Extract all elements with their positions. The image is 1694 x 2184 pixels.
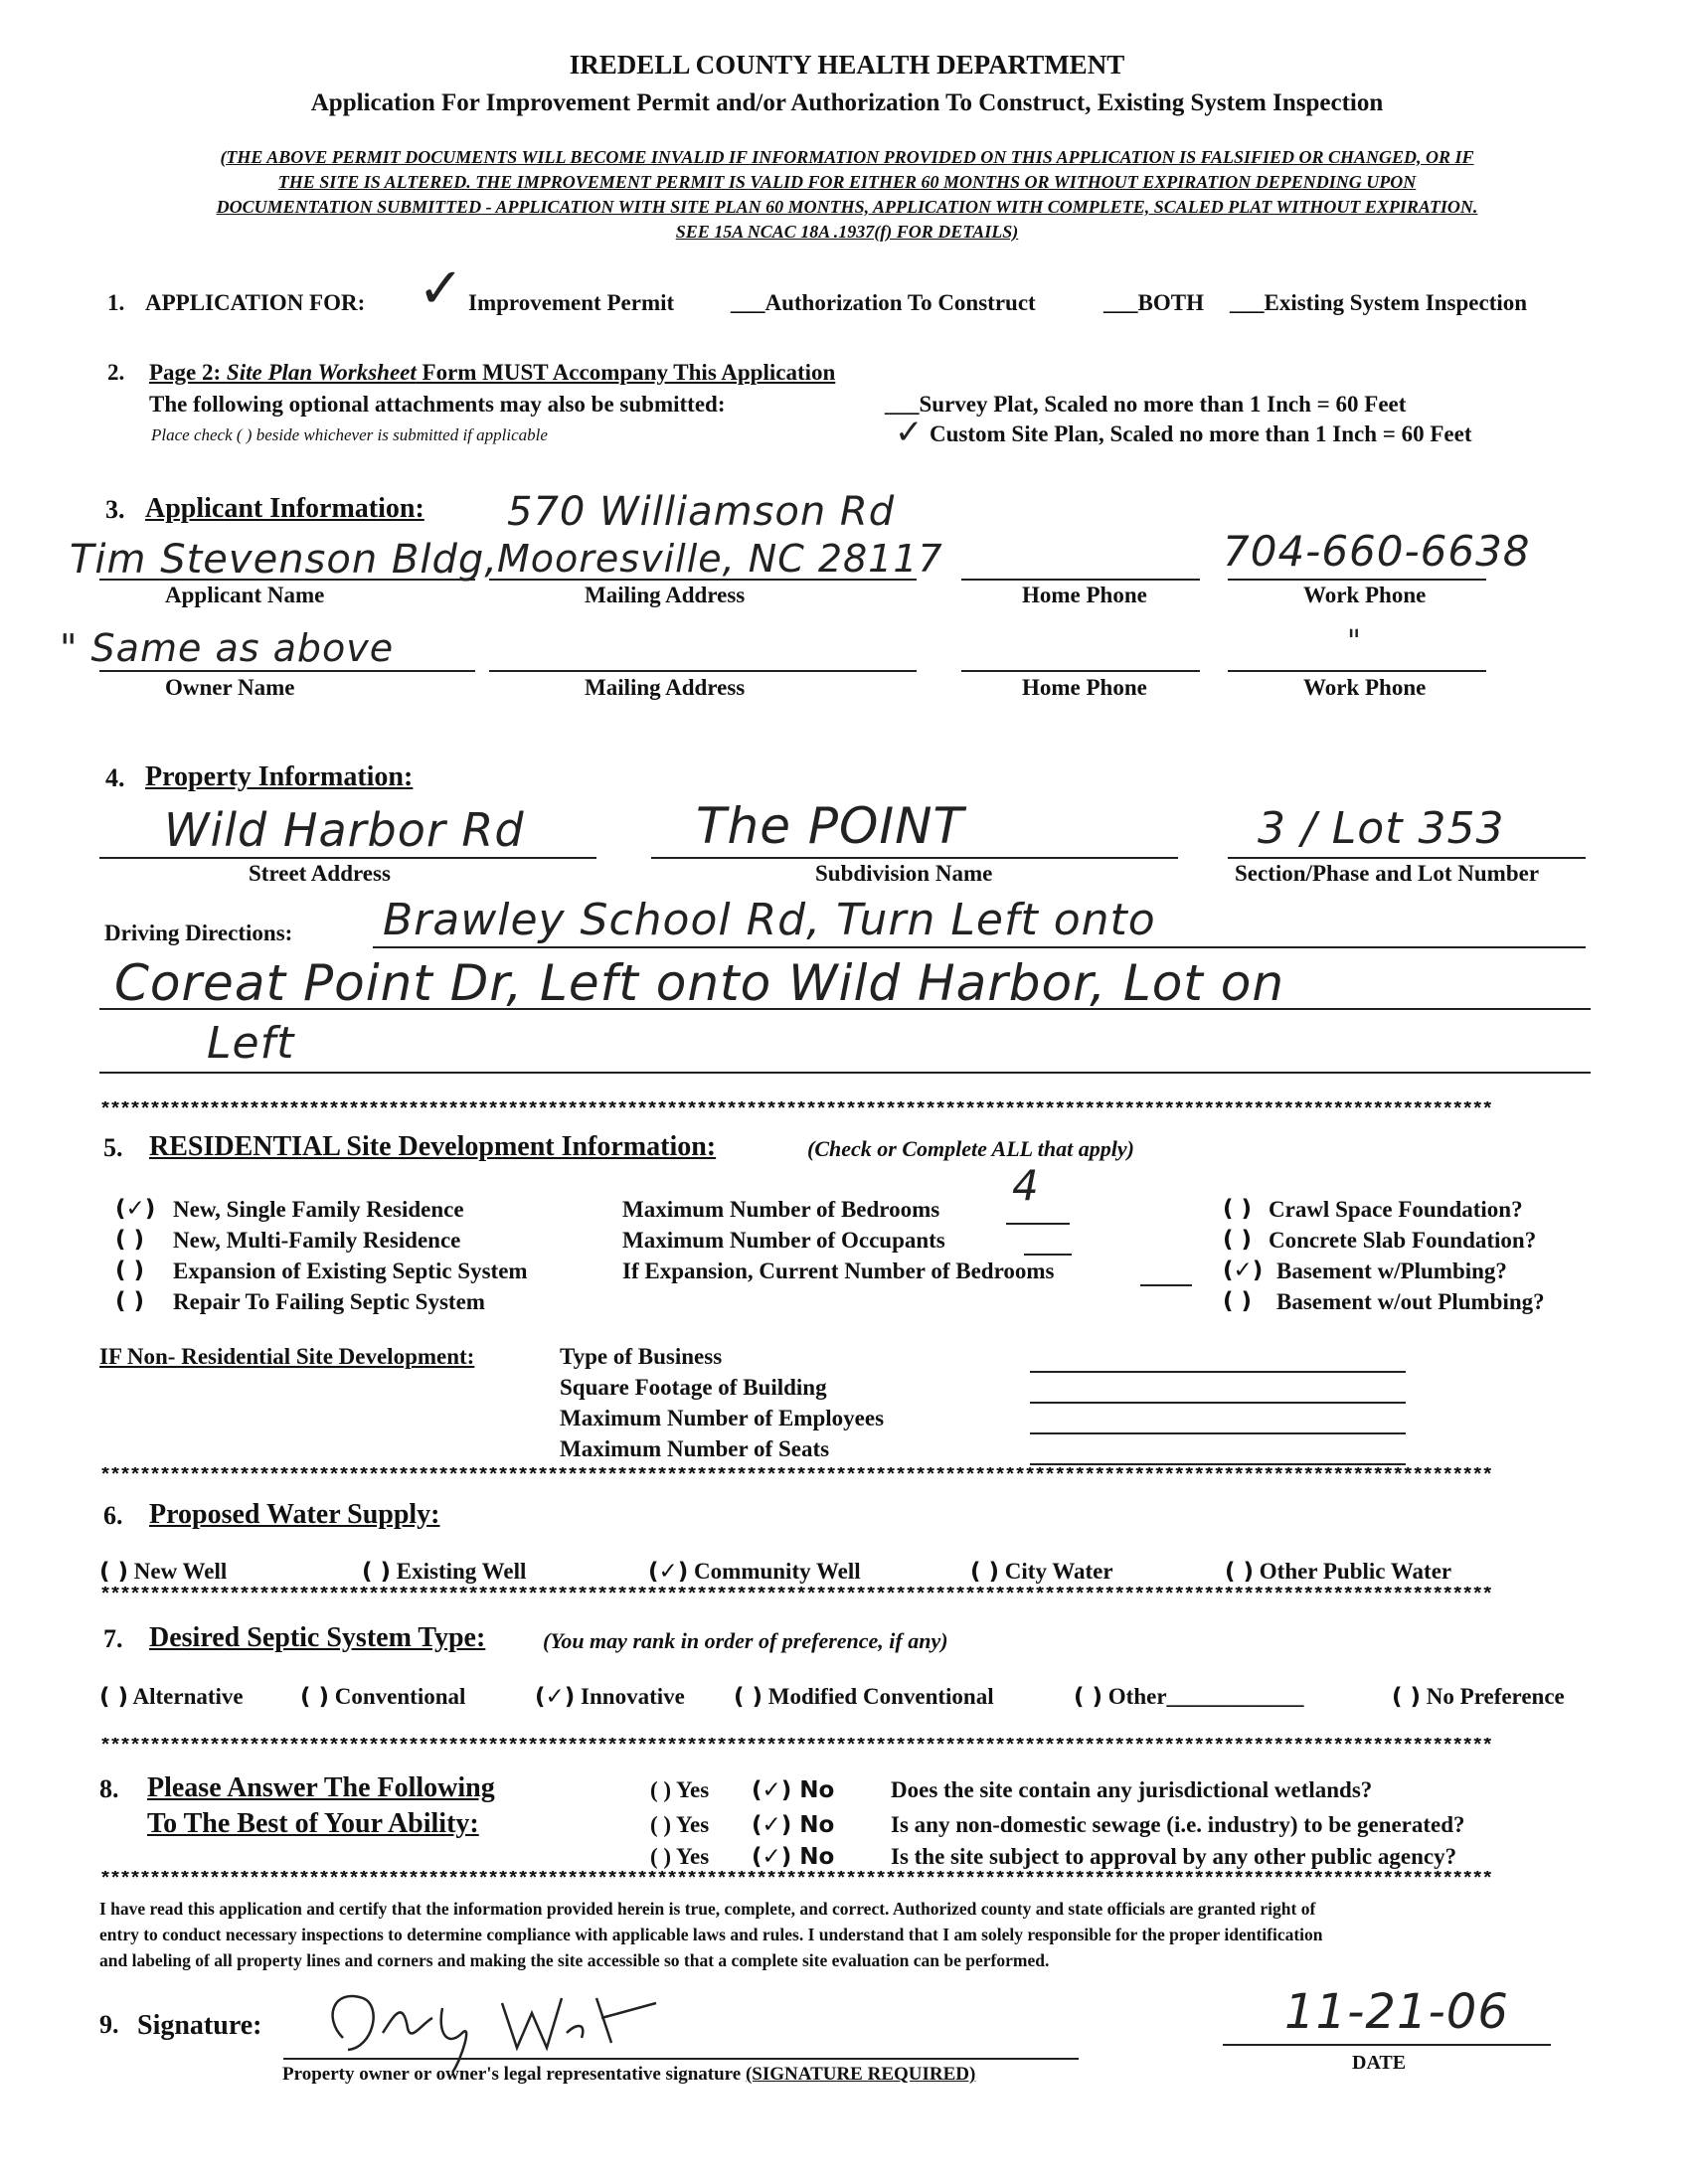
option-custom-site-plan[interactable]: Custom Site Plan, Scaled no more than 1 Inch = 60 Feet: [930, 421, 1472, 446]
section-label: APPLICATION FOR:: [145, 290, 366, 315]
notice-line: THE SITE IS ALTERED. THE IMPROVEMENT PERMIT IS VALID FOR EITHER 60 MONTHS OR WITHOUT EXPIRATION DEPENDING UPON: [277, 172, 1417, 192]
residential-heading-note: (Check or Complete ALL that apply): [807, 1136, 1134, 1161]
improvement-permit-checkmark[interactable]: ✓: [418, 256, 465, 321]
option-survey-plat[interactable]: ___Survey Plat, Scaled no more than 1 Inch = 60 Feet: [885, 392, 1407, 417]
checkbox[interactable]: ( ): [99, 1684, 129, 1710]
handwritten-lot-number[interactable]: 3 / Lot 353: [1258, 803, 1505, 854]
owner-name-label: Owner Name: [165, 675, 295, 700]
site-plan-heading: [149, 360, 835, 386]
date-label: DATE: [1352, 2052, 1407, 2074]
residential-heading: [149, 1131, 716, 1163]
checkbox[interactable]: ( ): [1392, 1684, 1422, 1710]
mailing-address-label: Mailing Address: [585, 583, 746, 607]
option-label: Other Public Water: [1259, 1559, 1452, 1584]
water-option-community-well[interactable]: [648, 1559, 861, 1585]
option-label: Modified Conventional: [767, 1684, 994, 1709]
property-information-heading: Property Information:: [145, 761, 414, 792]
max-employees-label: Maximum Number of Employees: [560, 1406, 885, 1430]
septic-option-conventional[interactable]: [300, 1684, 465, 1710]
applicant-information-heading: Applicant Information:: [145, 493, 424, 524]
owner-work-phone-label: Work Phone: [1303, 675, 1427, 700]
section-divider: ********************************************************************************************************************************************: [99, 1467, 1492, 1487]
checkbox[interactable]: ( ): [1225, 1559, 1255, 1585]
water-supply-heading: Proposed Water Supply:: [149, 1499, 440, 1530]
water-option-existing-well[interactable]: [362, 1559, 526, 1585]
option-existing-system-inspection[interactable]: ___Existing System Inspection: [1230, 290, 1528, 315]
section-divider: ********************************************************************************************************************************************: [99, 1738, 1492, 1758]
section-number: 5.: [103, 1133, 123, 1162]
certification-line: entry to conduct necessary inspections to determine compliance with applicable laws and rules. I understand that I am solely responsible for the proper identification: [99, 1925, 1323, 1944]
option-label: Community Well: [694, 1559, 861, 1584]
option-label: Alternative: [132, 1684, 244, 1709]
section-number: 6.: [103, 1501, 123, 1530]
notice-line: SEE 15A NCAC 18A .1937(f) FOR DETAILS): [675, 222, 1019, 242]
notice-line: DOCUMENTATION SUBMITTED - APPLICATION WITH SITE PLAN 60 MONTHS, APPLICATION WITH COMPLETE, SCALED PLAT WITHOUT EXPIRATION.: [216, 197, 1478, 217]
signature-line: [283, 2058, 1079, 2060]
max-occupants-label: Maximum Number of Occupants: [622, 1228, 945, 1253]
subdivision-name-label: Subdivision Name: [815, 861, 993, 886]
questions-heading-line2: To The Best of Your Ability:: [147, 1808, 479, 1839]
place-check-note: Place check ( ) beside whichever is submitted if applicable: [151, 425, 548, 444]
owner-mailing-address-line: [489, 670, 917, 672]
expansion-label: Expansion of Existing Septic System: [173, 1259, 528, 1283]
handwritten-directions-line1[interactable]: Brawley School Rd, Turn Left onto: [383, 895, 1156, 945]
repair-checkbox[interactable]: ( ): [115, 1288, 145, 1314]
checkbox[interactable]: ( ): [970, 1559, 1000, 1585]
handwritten-subdivision-name[interactable]: The POINT: [696, 797, 965, 855]
expansion-checkbox[interactable]: ( ): [115, 1258, 145, 1283]
heading-residential: RESIDENTIAL: [149, 1131, 340, 1162]
heading-site-development: Site Development Information:: [339, 1131, 717, 1162]
handwritten-applicant-name[interactable]: Tim Stevenson Bldg,: [70, 537, 498, 583]
section-divider: ********************************************************************************************************************************************: [99, 1871, 1492, 1891]
agency-yes[interactable]: ( ) Yes: [650, 1844, 710, 1869]
handwritten-address-line1[interactable]: 570 Williamson Rd: [507, 489, 896, 535]
non-residential-label: IF Non- Residential Site Development:: [99, 1344, 475, 1369]
owner-mailing-address-label: Mailing Address: [585, 675, 746, 700]
subdivision-name-line: [651, 857, 1178, 859]
option-label: New Well: [133, 1559, 228, 1584]
work-phone-line: [1228, 579, 1486, 581]
section-divider: ********************************************************************************************************************************************: [99, 1101, 1492, 1121]
checkbox[interactable]: (✓): [648, 1559, 689, 1585]
heading-worksheet-name: Site Plan Worksheet: [226, 360, 417, 385]
septic-option-modified-conventional[interactable]: [734, 1684, 994, 1710]
owner-home-phone-label: Home Phone: [1022, 675, 1147, 700]
custom-site-plan-checkmark[interactable]: ✓: [895, 413, 925, 452]
owner-name-line: [99, 670, 475, 672]
sewage-no[interactable]: (✓) No: [752, 1812, 835, 1838]
section-number: 8.: [99, 1774, 119, 1803]
section-number: 3.: [105, 495, 125, 524]
handwritten-street-address[interactable]: Wild Harbor Rd: [164, 803, 525, 857]
max-seats-label: Maximum Number of Seats: [560, 1436, 830, 1461]
septic-option-no-preference[interactable]: [1392, 1684, 1565, 1710]
max-employees-line: [1030, 1432, 1406, 1434]
square-footage-label: Square Footage of Building: [560, 1375, 827, 1400]
basement-no-plumbing-label: Basement w/out Plumbing?: [1276, 1289, 1545, 1314]
handwritten-work-phone[interactable]: 704-660-6638: [1223, 527, 1531, 576]
directions-line-2: [99, 1008, 1591, 1010]
checkbox[interactable]: ( ): [1074, 1684, 1103, 1710]
wetlands-question: Does the site contain any jurisdictional wetlands?: [891, 1777, 1373, 1802]
handwritten-owner-work-phone[interactable]: ": [1347, 624, 1362, 659]
expansion-bedrooms-line: [1140, 1284, 1192, 1286]
owner-home-phone-line: [961, 670, 1200, 672]
agency-question: Is the site subject to approval by any other public agency?: [891, 1844, 1457, 1869]
signature-caption: [282, 2064, 975, 2086]
option-both[interactable]: ___BOTH: [1103, 290, 1204, 315]
street-address-line: [99, 857, 596, 859]
lot-number-label: Section/Phase and Lot Number: [1235, 861, 1540, 886]
section-number: 4.: [105, 763, 125, 792]
work-phone-label: Work Phone: [1303, 583, 1427, 607]
concrete-slab-label: Concrete Slab Foundation?: [1269, 1228, 1537, 1253]
single-family-checkbox[interactable]: (✓): [115, 1196, 156, 1222]
section-divider: ********************************************************************************************************************************************: [99, 1587, 1492, 1606]
basement-plumbing-label: Basement w/Plumbing?: [1276, 1259, 1507, 1283]
septic-option-innovative[interactable]: [535, 1684, 685, 1710]
handwritten-directions-line2[interactable]: Coreat Point Dr, Left onto Wild Harbor, Lot on: [114, 954, 1285, 1012]
basement-plumbing-checkbox[interactable]: (✓): [1223, 1258, 1264, 1283]
heading-suffix: Form MUST Accompany This Application: [416, 360, 836, 385]
home-phone-label: Home Phone: [1022, 583, 1147, 607]
max-occupants-line: [1024, 1254, 1072, 1256]
option-label: Innovative: [581, 1684, 685, 1709]
basement-no-plumbing-checkbox[interactable]: ( ): [1223, 1288, 1253, 1314]
sewage-question: Is any non-domestic sewage (i.e. industry) to be generated?: [891, 1812, 1465, 1837]
applicant-signature[interactable]: [313, 1978, 671, 2078]
driving-directions-label: Driving Directions:: [104, 921, 293, 945]
mailing-address-line: [489, 579, 917, 581]
checkbox[interactable]: ( ): [99, 1559, 129, 1585]
handwritten-date[interactable]: 11-21-06: [1284, 1984, 1509, 2040]
handwritten-owner-name[interactable]: " Same as above: [60, 626, 395, 670]
lot-number-line: [1228, 857, 1586, 859]
type-of-business-line: [1030, 1371, 1406, 1373]
option-label: No Preference: [1426, 1684, 1565, 1709]
single-family-label: New, Single Family Residence: [173, 1197, 464, 1222]
date-line: [1223, 2044, 1551, 2046]
agency-no[interactable]: (✓) No: [752, 1844, 835, 1870]
heading-prefix: Page 2:: [149, 360, 227, 385]
square-footage-line: [1030, 1402, 1406, 1404]
wetlands-no[interactable]: (✓) No: [752, 1777, 835, 1803]
option-label: Existing Well: [396, 1559, 527, 1584]
section-number: 2.: [107, 360, 125, 385]
certification-line: I have read this application and certify that the information provided herein is true, complete, and correct. Authorized county and state officials are granted right of: [99, 1899, 1316, 1919]
option-label: Conventional: [334, 1684, 466, 1709]
type-of-business-label: Type of Business: [560, 1344, 723, 1369]
section-number: 7.: [103, 1624, 123, 1653]
street-address-label: Street Address: [249, 861, 391, 886]
option-authorization-to-construct[interactable]: ___Authorization To Construct: [731, 290, 1036, 315]
septic-option-alternative[interactable]: [99, 1684, 244, 1710]
crawl-space-label: Crawl Space Foundation?: [1269, 1197, 1523, 1222]
signature-required-note: (SIGNATURE REQUIRED): [745, 2064, 976, 2085]
max-bedrooms-value[interactable]: 4: [1012, 1161, 1040, 1210]
directions-line-1: [373, 946, 1586, 948]
multi-family-label: New, Multi-Family Residence: [173, 1228, 461, 1253]
septic-type-note: (You may rank in order of preference, if any): [543, 1628, 948, 1653]
septic-option-other[interactable]: [1074, 1684, 1304, 1710]
document-subtitle: Application For Improvement Permit and/or Authorization To Construct, Existing System Inspection: [310, 89, 1384, 116]
water-option-other-public[interactable]: [1225, 1559, 1451, 1585]
questions-heading-line1: Please Answer The Following: [147, 1772, 495, 1803]
handwritten-directions-line3[interactable]: Left: [207, 1018, 295, 1069]
caption-text: Property owner or owner's legal representative signature: [282, 2064, 746, 2085]
water-option-new-well[interactable]: [99, 1559, 227, 1585]
crawl-space-checkbox[interactable]: ( ): [1223, 1196, 1253, 1222]
repair-label: Repair To Failing Septic System: [173, 1289, 485, 1314]
certification-line: and labeling of all property lines and corners and making the site accessible so that a complete site evaluation can be performed.: [99, 1950, 1050, 1970]
section-number: 9.: [99, 2010, 119, 2039]
checkbox[interactable]: ( ): [734, 1684, 763, 1710]
water-option-city-water[interactable]: [970, 1559, 1113, 1585]
max-seats-line: [1030, 1463, 1406, 1465]
septic-type-heading: Desired Septic System Type:: [149, 1622, 486, 1653]
applicant-name-label: Applicant Name: [165, 583, 325, 607]
document-title: IREDELL COUNTY HEALTH DEPARTMENT: [569, 50, 1125, 80]
optional-attachments-text: The following optional attachments may also be submitted:: [149, 392, 726, 417]
checkbox[interactable]: (✓): [535, 1684, 576, 1710]
checkbox[interactable]: ( ): [300, 1684, 330, 1710]
max-bedrooms-line: [1006, 1223, 1070, 1225]
signature-label: Signature:: [137, 2010, 262, 2041]
option-improvement-permit[interactable]: Improvement Permit: [468, 290, 675, 315]
section-number: 1.: [107, 290, 125, 315]
home-phone-line: [961, 579, 1200, 581]
handwritten-address-line2[interactable]: Mooresville, NC 28117: [497, 537, 943, 581]
expansion-bedrooms-label: If Expansion, Current Number of Bedrooms: [622, 1259, 1055, 1283]
sewage-yes[interactable]: ( ) Yes: [650, 1812, 710, 1837]
checkbox[interactable]: ( ): [362, 1559, 392, 1585]
option-label: Other____________: [1107, 1684, 1304, 1709]
multi-family-checkbox[interactable]: ( ): [115, 1227, 145, 1253]
concrete-slab-checkbox[interactable]: ( ): [1223, 1227, 1253, 1253]
max-bedrooms-label: Maximum Number of Bedrooms: [622, 1197, 940, 1222]
notice-line: (THE ABOVE PERMIT DOCUMENTS WILL BECOME INVALID IF INFORMATION PROVIDED ON THIS APPLICATION IS FALSIFIED OR CHANGED, OR IF: [220, 147, 1474, 167]
applicant-name-line: [99, 579, 475, 581]
directions-line-3: [99, 1072, 1591, 1074]
wetlands-yes[interactable]: ( ) Yes: [650, 1777, 710, 1802]
option-label: City Water: [1004, 1559, 1113, 1584]
owner-work-phone-line: [1228, 670, 1486, 672]
